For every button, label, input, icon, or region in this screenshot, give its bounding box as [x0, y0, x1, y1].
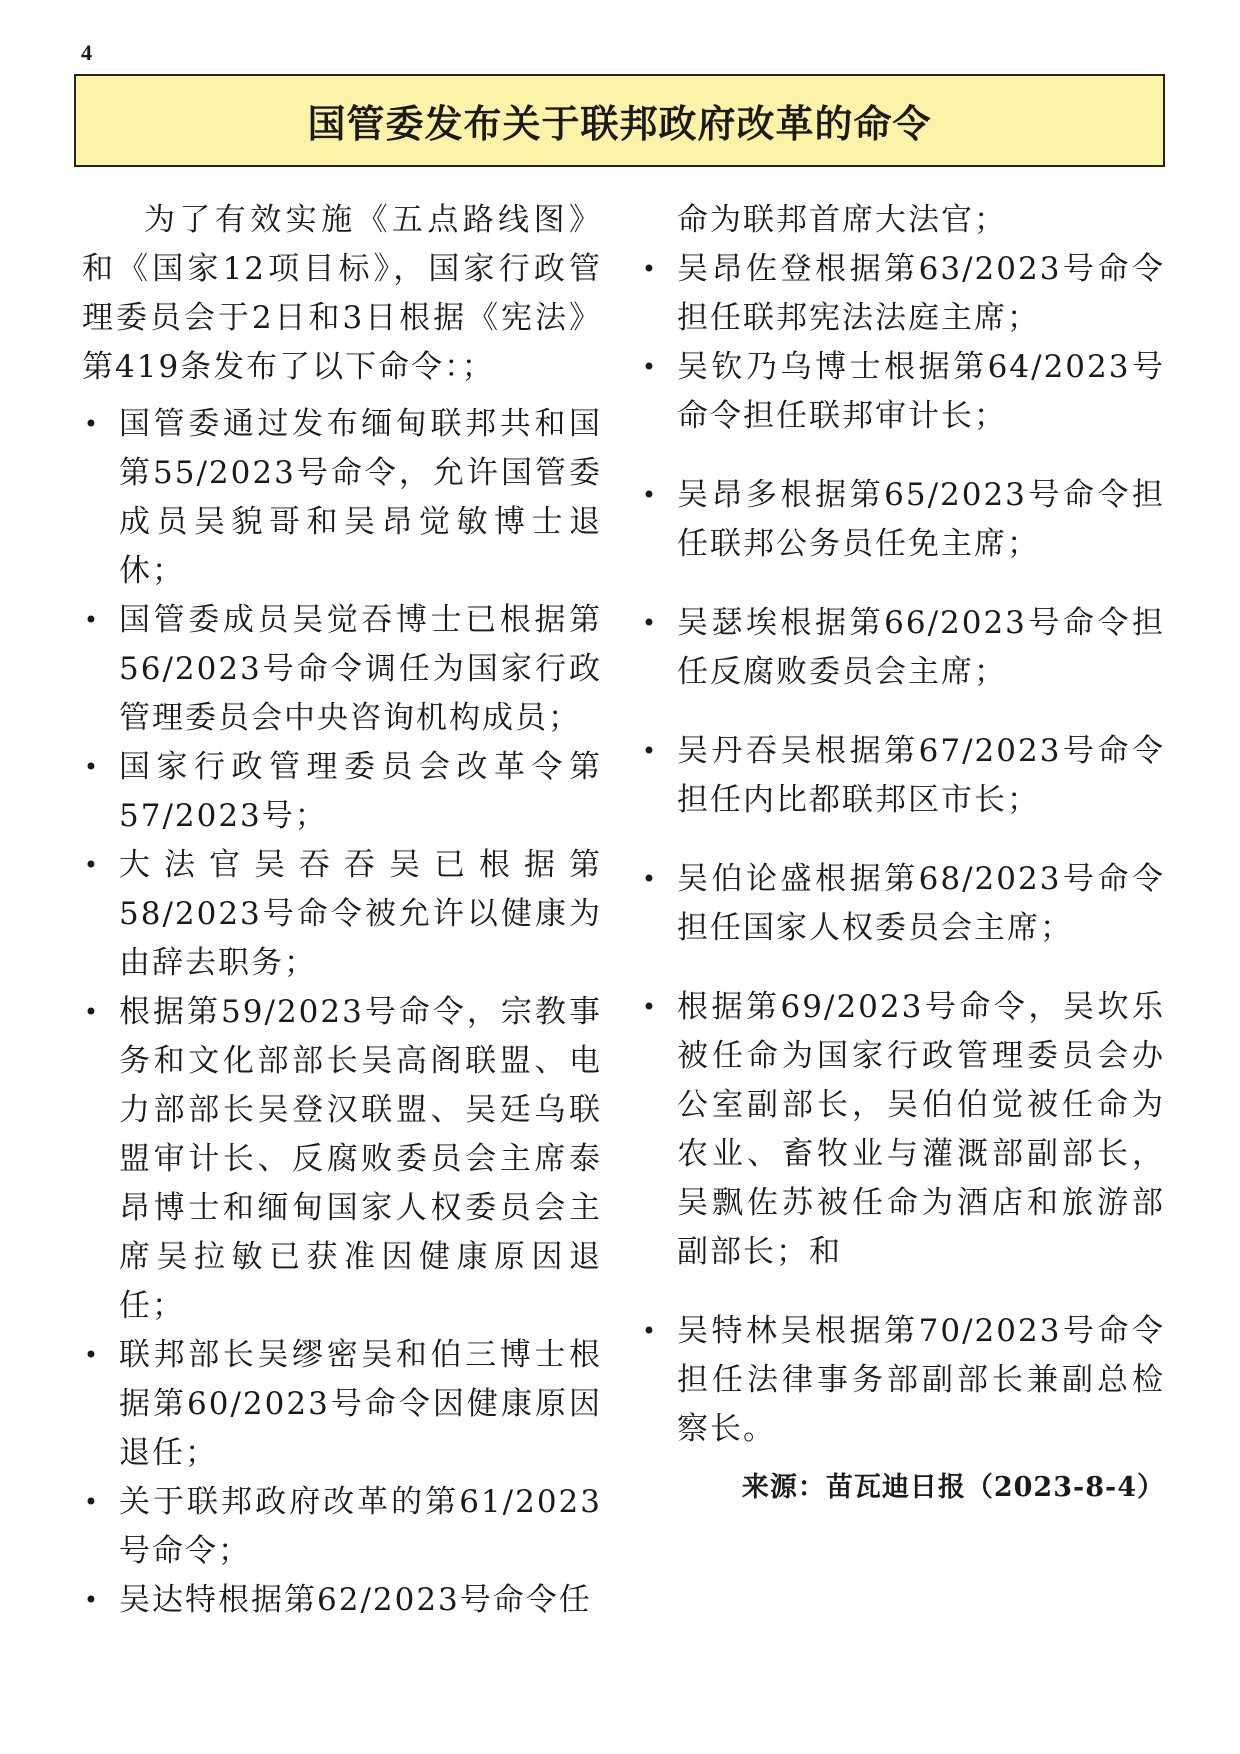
bullet-icon: • — [641, 609, 659, 637]
list-item-text: 国家行政管理委员会改革令第57/2023号； — [119, 749, 602, 834]
bullet-icon: • — [83, 410, 101, 438]
list-item — [640, 471, 1165, 569]
bullet-icon: • — [641, 481, 659, 509]
list-item — [640, 855, 1165, 953]
list-item — [640, 1307, 1165, 1454]
list-item — [640, 245, 1165, 343]
list-item-text: 根据第69/2023号命令，吴坎乐被任命为国家行政管理委员会办公室副部长，吴伯伯觉被任命为农业、畜牧业与灌溉部副部长，吴飘佐苏被任命为酒店和旅游部副部长；和 — [677, 989, 1165, 1270]
list-item — [82, 596, 602, 743]
list-item-text: 吴昂多根据第65/2023号命令担任联邦公务员任免主席； — [677, 477, 1165, 562]
bullet-icon: • — [83, 1341, 101, 1369]
title-banner — [74, 74, 1165, 167]
bullet-icon: • — [83, 753, 101, 781]
bullet-icon: • — [641, 737, 659, 765]
list-item-text: 吴丹吞吴根据第67/2023号命令担任内比都联邦区市长； — [677, 733, 1165, 818]
list-item — [640, 599, 1165, 697]
bullet-icon: • — [83, 1488, 101, 1516]
list-item-text: 国管委通过发布缅甸联邦共和国第55/2023号命令，允许国管委成员吴貌哥和吴昂觉敏博士退休； — [119, 406, 602, 589]
bullet-icon: • — [641, 255, 659, 283]
list-item — [640, 343, 1165, 441]
bullet-icon: • — [641, 353, 659, 381]
bullet-icon: • — [641, 993, 659, 1021]
continued-item-text: 命为联邦首席大法官； — [677, 202, 1007, 238]
list-item-text: 吴伯论盛根据第68/2023号命令担任国家人权委员会主席； — [677, 861, 1165, 946]
right-column — [640, 196, 1165, 1508]
list-item-text: 吴昂佐登根据第63/2023号命令担任联邦宪法法庭主席； — [677, 251, 1165, 336]
list-item — [640, 727, 1165, 825]
list-item-text: 吴钦乃乌博士根据第64/2023号命令担任联邦审计长； — [677, 349, 1165, 434]
list-item — [82, 1478, 602, 1576]
left-order-list — [82, 400, 602, 1625]
right-order-list — [640, 245, 1165, 1454]
left-column — [82, 196, 602, 1625]
list-item-text: 国管委成员吴觉吞博士已根据第56/2023号命令调任为国家行政管理委员会中央咨询机构成员； — [119, 602, 602, 736]
bullet-icon: • — [83, 851, 101, 879]
page-number: 4 — [81, 40, 92, 65]
intro-paragraph: 为了有效实施《五点路线图》和《国家12项目标》，国家行政管理委员会于2日和3日根据《宪法》第419条发布了以下命令：； — [82, 202, 602, 385]
list-item-text: 吴瑟埃根据第66/2023号命令担任反腐败委员会主席； — [677, 605, 1165, 690]
list-item — [82, 1576, 602, 1625]
bullet-icon: • — [641, 1317, 659, 1345]
list-item-text: 关于联邦政府改革的第61/2023号命令； — [119, 1484, 602, 1569]
list-item-text: 联邦部长吴缪密吴和伯三博士根据第60/2023号命令因健康原因退任； — [119, 1337, 602, 1471]
list-item — [82, 988, 602, 1331]
article-title: 国管委发布关于联邦政府改革的命令 — [307, 102, 932, 146]
list-item — [82, 1331, 602, 1478]
list-item — [82, 400, 602, 596]
bullet-icon: • — [83, 606, 101, 634]
list-item-text: 大法官吴吞吞吴已根据第58/2023号命令被允许以健康为由辞去职务； — [119, 847, 602, 981]
list-item — [82, 743, 602, 841]
list-item — [82, 841, 602, 988]
list-item — [640, 983, 1165, 1277]
list-item-text: 根据第59/2023号命令，宗教事务和文化部部长吴高阁联盟、电力部部长吴登汉联盟、吴廷乌联盟审计长、反腐败委员会主席泰昂博士和缅甸国家人权委员会主席吴拉敏已获准因健康原因退任； — [119, 994, 602, 1324]
list-item-text: 吴达特根据第62/2023号命令任 — [119, 1582, 592, 1618]
list-item-text: 吴特林吴根据第70/2023号命令担任法律事务部副部长兼副总检察长。 — [677, 1313, 1165, 1447]
bullet-icon: • — [641, 865, 659, 893]
bullet-icon: • — [83, 1586, 101, 1614]
source-credit: 来源：苗瓦迪日报（2023-8-4） — [741, 1472, 1165, 1503]
bullet-icon: • — [83, 998, 101, 1026]
